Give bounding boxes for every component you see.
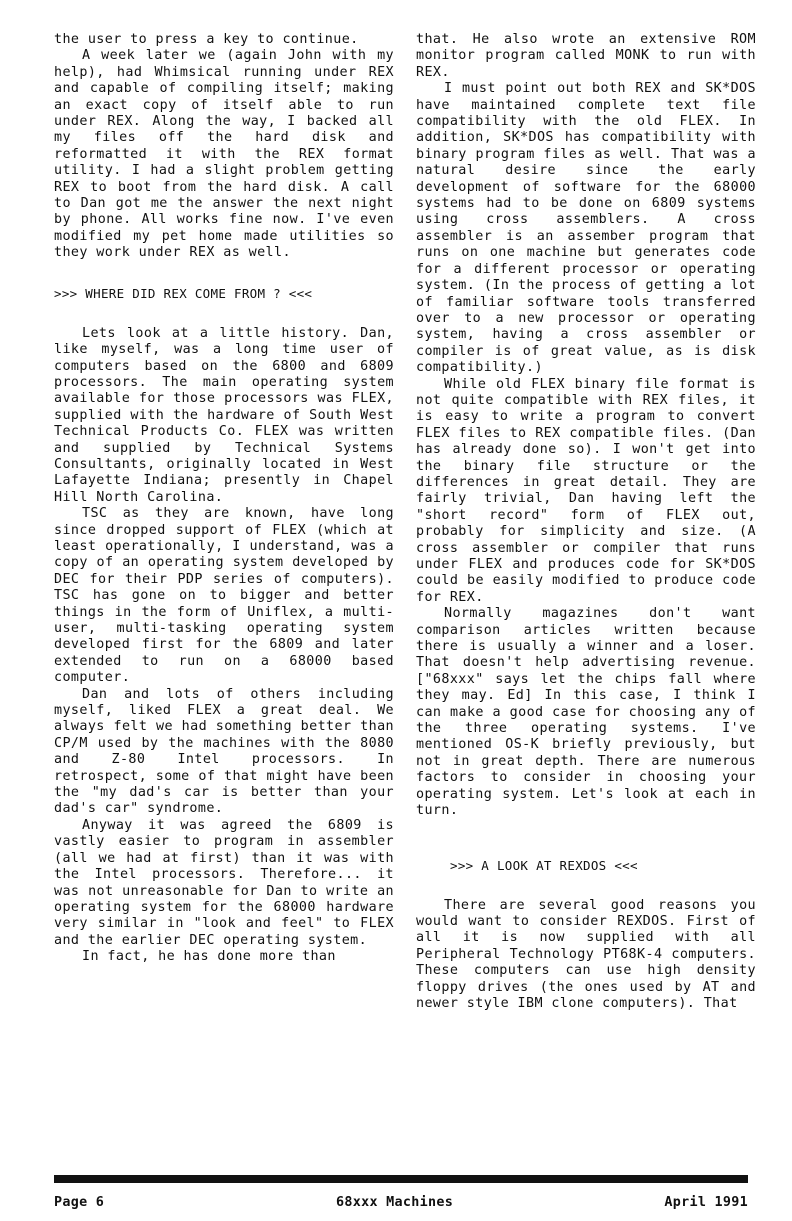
section-heading-a-look-at-rexdos: >>> A LOOK AT REXDOS <<<	[450, 857, 638, 873]
paragraph: A week later we (again John with my help), had Whimsical running under REX and capable of compiling itself; making an exact copy of itself able to run under REX. Along the way, I backed all my files off the hard disk and reformatted it with the REX format utility. I had a slight problem getting REX to boot from the hard disk. A call to Dan got me the answer the next night by phone. All works fine now. I've even modified my pet home made utilities so they work under REX as well.	[54, 48, 394, 261]
section-heading-where-did-rex-come-from: >>> WHERE DID REX COME FROM ? <<<	[54, 285, 313, 301]
right-column	[416, 32, 756, 1012]
paragraph: There are several good reasons you would want to consider REXDOS. First of all it is now supplied with all Peripheral Technology PT68K-4 computers. These computers can use high density floppy drives (the ones used by AT and newer style IBM clone computers). That	[416, 897, 756, 1011]
paragraph: While old FLEX binary file format is not quite compatible with REX files, it is easy to write a program to convert FLEX files to REX compatible files. (Dan has already done so). I won't get into the binary file structure or the differences in great detail. They are fairly trivial, Dan having left the "short record" form of FLEX out, probably for simplicity and size. (A cross assembler or compiler that runs under FLEX and produces code for SK*DOS could be easily modified to produce code for REX.	[416, 376, 756, 605]
paragraph: In fact, he has done more than	[82, 949, 336, 965]
paragraph: I must point out both REX and SK*DOS have maintained complete text file compatibility with the old FLEX. In addition, SK*DOS has compatibility with binary program files as well. That was a natural desire since the early development of software for the 68000 systems had to be done on 6809 systems using cross assemblers. A cross assembler is an assember program that runs on one machine but generates code for a different processor or operating system. (In the process of getting a lot of familiar software tools transferred over to a new processor or operating system, having a cross assembler or compiler is of great value, as is disk compatibility.)	[416, 81, 756, 376]
page-number: Page 6	[54, 1195, 105, 1210]
paragraph: Normally magazines don't want comparison articles written because there is usually a winner and a loser. That doesn't help advertising revenue. ["68xxx" says let the chips fall where they may. Ed] In this case, I think I can make a good case for choosing any of the three operating systems. I've mentioned OS-K briefly previously, but not in great depth. There are numerous factors to consider in choosing your operating system. Let's look at each in turn.	[416, 606, 756, 819]
paragraph: Anyway it was agreed the 6809 is vastly easier to program in assembler (all we had at first) than it was with the Intel processors. Therefore... it was not unreasonable for Dan to write an operating system for the 68000 hardware very similar in "look and feel" to FLEX and the earlier DEC operating system.	[54, 817, 394, 948]
magazine-title: 68xxx Machines	[336, 1195, 454, 1210]
footer-rule	[54, 1175, 748, 1183]
paragraph: that. He also wrote an extensive ROM monitor program called MONK to run with REX.	[416, 32, 756, 80]
paragraph: Dan and lots of others including myself, liked FLEX a great deal. We always felt we had something better than CP/M used by the machines with the 8080 and Z-80 Intel processors. In retrospect, some of that might have been the "my dad's car is better than your dad's car" syndrome.	[54, 686, 394, 817]
paragraph: TSC as they are known, have long since dropped support of FLEX (which at least operationally, I understand, was a copy of an operating system developed by DEC for their PDP series of computers). TSC has gone on to bigger and better things in the form of Uniflex, a multi-user, multi-tasking operating system developed first for the 6809 and later extended to run on a 68000 based computer.	[54, 506, 394, 686]
paragraph: Lets look at a little history. Dan, like myself, was a long time user of computers based on the 6800 and 6809 processors. The main operating system available for those processors was FLEX, supplied with the hardware of South West Technical Products Co. FLEX was written and supplied by Technical Systems Consultants, originally located in West Lafayette Indiana; presently in Chapel Hill North Carolina.	[54, 325, 394, 505]
paragraph: the user to press a key to continue.	[54, 32, 359, 47]
issue-date: April 1991	[664, 1195, 748, 1210]
left-column	[54, 32, 394, 966]
